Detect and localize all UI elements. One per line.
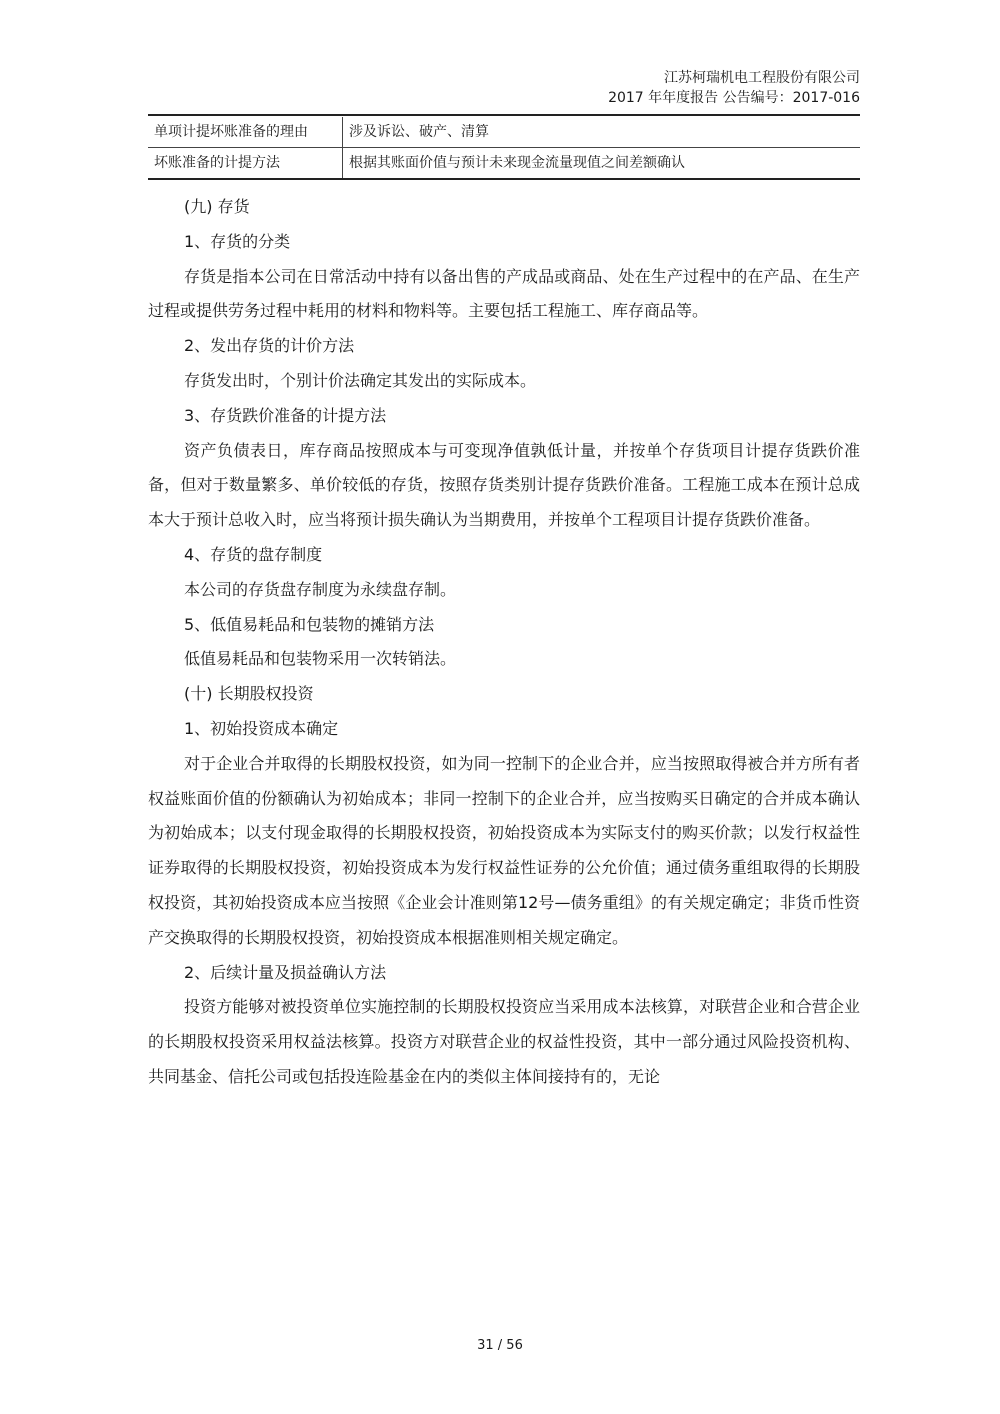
subheading-inventory-classification: 1、存货的分类 <box>184 231 291 251</box>
table-cell-label: 单项计提坏账准备的理由 <box>148 117 343 148</box>
table-cell-value: 根据其账面价值与预计未来现金流量现值之间差额确认 <box>343 148 861 180</box>
table-cell-value: 涉及诉讼、破产、清算 <box>343 117 861 148</box>
header-report-id: 2017 年年度报告 公告编号：2017-016 <box>608 90 860 106</box>
section-heading-inventory: (九) 存货 <box>184 197 250 216</box>
paragraph-inventory-pricing: 存货发出时，个别计价法确定其发出的实际成本。 <box>184 370 537 390</box>
subheading-inventory-count-system: 4、存货的盘存制度 <box>184 544 323 564</box>
section-heading-long-term-equity: (十) 长期股权投资 <box>184 684 314 704</box>
subheading-low-value-consumables: 5、低值易耗品和包装物的摊销方法 <box>184 614 435 634</box>
table-row <box>148 117 860 148</box>
subheading-initial-investment-cost: 1、初始投资成本确定 <box>184 718 339 738</box>
paragraph-inventory-classification: 存货是指本公司在日常活动中持有以备出售的产成品或商品、处在生产过程中的在产品、在生产过程或提供劳务过程中耗用的材料和物料等。主要包括工程施工、库存商品等。 <box>148 266 860 321</box>
subheading-inventory-pricing: 2、发出存货的计价方法 <box>184 336 355 356</box>
paragraph-low-value-consumables: 低值易耗品和包装物采用一次转销法。 <box>184 649 457 669</box>
bad-debt-table <box>148 117 860 180</box>
subheading-inventory-impairment: 3、存货跌价准备的计提方法 <box>184 405 387 425</box>
document-body <box>148 190 860 1095</box>
page-number: 31 / 56 <box>477 1338 523 1353</box>
paragraph-inventory-impairment: 资产负债表日，库存商品按照成本与可变现净值孰低计量，并按单个存货项目计提存货跌价准备，但对于数量繁多、单价较低的存货，按照存货类别计提存货跌价准备。工程施工成本在预计总成本大于预计总收入时，应当将预计损失确认为当期费用，并按单个工程项目计提存货跌价准备。 <box>148 440 860 530</box>
header-company-name: 江苏柯瑞机电工程股份有限公司 <box>664 70 860 86</box>
table-cell-label: 坏账准备的计提方法 <box>148 148 343 180</box>
paragraph-initial-investment-cost: 对于企业合并取得的长期股权投资，如为同一控制下的企业合并，应当按照取得被合并方所有者权益账面价值的份额确认为初始成本；非同一控制下的企业合并，应当按购买日确定的合并成本确认为初始成本；以支付现金取得的长期股权投资，初始投资成本为实际支付的购买价款；以发行权益性证券取得的长期股权投资，初始投资成本为发行权益性证券的公允价值；通过债务重组取得的长期股权投资，其初始投资成本应当按照《企业会计准则第12号—债务重组》的有关规定确定；非货币性资产交换取得的长期股权投资，初始投资成本根据准则相关规定确定。 <box>148 753 860 947</box>
page-header <box>148 68 860 108</box>
paragraph-inventory-count-system: 本公司的存货盘存制度为永续盘存制。 <box>184 579 457 599</box>
paragraph-subsequent-measurement: 投资方能够对被投资单位实施控制的长期股权投资应当采用成本法核算，对联营企业和合营企业的长期股权投资采用权益法核算。投资方对联营企业的权益性投资，其中一部分通过风险投资机构、共同基金、信托公司或包括投连险基金在内的类似主体间接持有的，无论 <box>148 997 860 1086</box>
header-divider <box>148 114 860 116</box>
subheading-subsequent-measurement: 2、后续计量及损益确认方法 <box>184 962 387 982</box>
table-row <box>148 148 860 180</box>
